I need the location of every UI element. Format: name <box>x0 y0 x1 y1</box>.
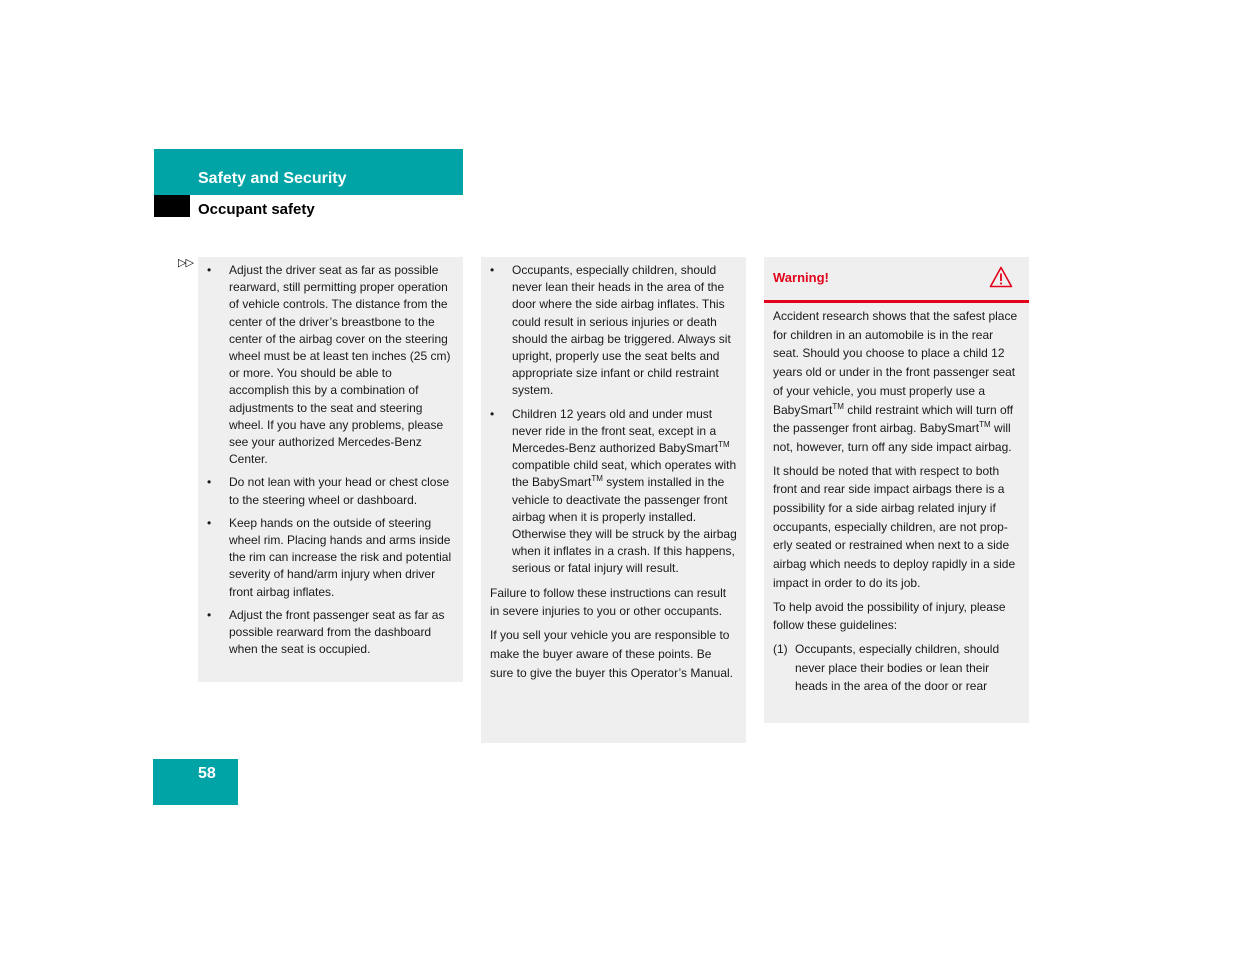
bullet-icon: • <box>207 607 212 622</box>
warning-triangle-icon <box>989 266 1013 288</box>
paragraph: Accident research shows that the safest place for children in an automobile is in the rear seat. Should you choose to place a child 12 years old or under in the front passenger seat of your vehicle, you must properly use a BabySmart™ child restraint which will turn off the passenger front airbag. BabySmart™ will not, however, turn off any side impact airbag. <box>773 309 1018 454</box>
bullet-icon: • <box>490 406 495 421</box>
paragraph: If you sell your vehicle you are responsible to make the buyer aware of these points. Be sure to give the buyer this Operator’s Manual. <box>490 628 734 680</box>
paragraph: To help avoid the possibility of injury, please follow these guidelines: <box>773 599 1006 633</box>
warning-body <box>764 303 1029 696</box>
section-title: Safety and Security <box>198 170 347 187</box>
continued-marker-icon: ▷▷ <box>178 257 193 269</box>
warning-header <box>764 257 1029 303</box>
warning-title: Warning! <box>773 270 829 285</box>
bullet-icon: • <box>207 515 212 530</box>
bullet-icon: • <box>207 263 212 277</box>
numbered-item: (1) Occupants, especially children, should never place their bodies or lean their heads in the area of the door or rear <box>773 641 1000 694</box>
page-number: 58 <box>198 765 216 782</box>
bullet-icon: • <box>207 475 212 490</box>
list-item: • Adjust the driver seat as far as possible rearward, still permitting proper operation of vehicle controls. The distance from the center of the driver’s breastbone to the center of the airbag cover on the steering wheel must be at least ten inches (25 cm) or more. You should be able to accomplish this by a combination of adjustments to the seat and steering wheel. If you have any problems, please see your authorized Mercedes-Benz Center. <box>207 263 451 467</box>
list-item: • Adjust the front passenger seat as far as possible rearward from the dashboard when the seat is occupied. <box>207 607 445 657</box>
subsection-title: Occupant safety <box>198 201 315 218</box>
column-1-bullet-list <box>198 257 463 658</box>
list-item: • Occupants, especially children, should never lean their heads in the area of the door where the side airbag inflates. This could result in serious injuries or death should the airbag be triggered. Always sit upright, properly use the seat belts and appropriate size infant or child restraint system. <box>490 263 731 398</box>
page-number-box <box>153 759 238 805</box>
column-2-bullet-list <box>481 257 746 578</box>
column-1-panel <box>198 257 463 682</box>
bullet-icon: • <box>490 263 495 277</box>
column-2-panel <box>481 257 746 743</box>
list-item: • Keep hands on the outside of steering wheel rim. Placing hands and arms inside the rim can increase the risk and potential severity of hand/arm injury when driver front airbag inflates. <box>207 515 452 599</box>
warning-box <box>764 257 1029 723</box>
paragraph: It should be noted that with respect to both front and rear side impact airbags there is a possibility for a side airbag related injury if occupants, especially children, are not properly seated or restrained when next to a side airbag which needs to deploy rapidly in a side impact in order to do its job. <box>773 463 1016 590</box>
paragraph: Failure to follow these instructions can result in severe injuries to you or other occupants. <box>490 585 727 619</box>
list-item: • Children 12 years old and under must never ride in the front seat, except in a Mercedes-Benz authorized BabySmart™ compatible child seat, which operates with the BabySmart™ system installed in the vehicle to deactivate the passenger front airbag when it is properly installed. Otherwise they will be struck by the airbag when it inflates in a crash. If this happens, serious or fatal injury will result. <box>490 406 737 576</box>
list-item: • Do not lean with your head or chest close to the steering wheel or dashboard. <box>207 475 450 507</box>
subsection-tab <box>154 195 190 217</box>
